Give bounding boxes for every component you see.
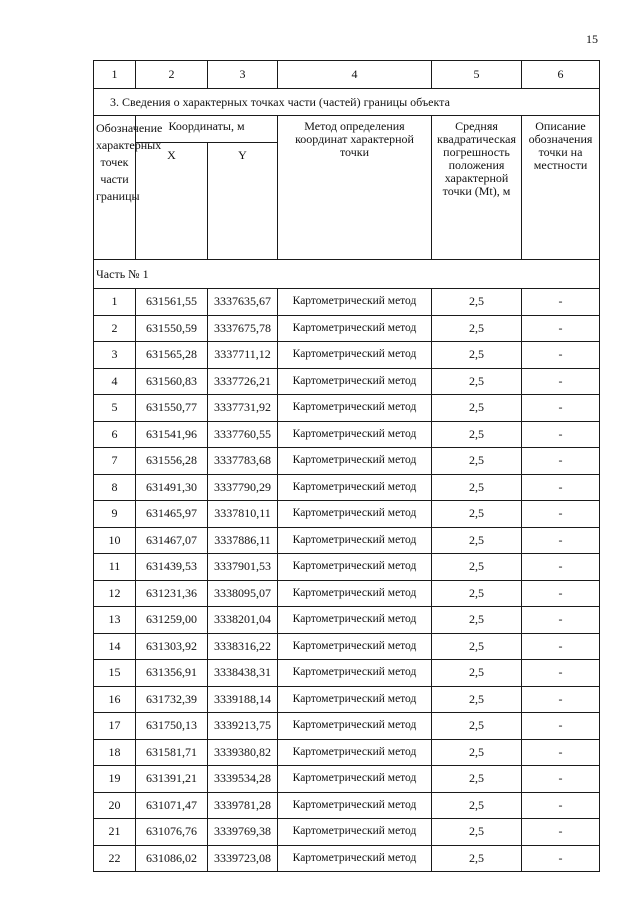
description-cell: - [522,527,600,554]
x-coordinate: 631560,83 [136,368,208,395]
x-coordinate: 631259,00 [136,607,208,634]
x-coordinate: 631231,36 [136,580,208,607]
accuracy-cell: 2,5 [432,501,522,528]
accuracy-cell: 2,5 [432,607,522,634]
description-cell: - [522,580,600,607]
description-cell: - [522,819,600,846]
header-row [94,116,600,143]
table-row [94,554,600,581]
column-number: 5 [432,61,522,89]
description-cell: - [522,368,600,395]
point-number: 14 [94,633,136,660]
point-number: 18 [94,739,136,766]
table-row [94,660,600,687]
description-cell: - [522,660,600,687]
method-cell: Картометрический метод [278,554,432,581]
accuracy-cell: 2,5 [432,527,522,554]
description-header: Описание обозначения точки на местности [522,116,600,260]
x-coordinate: 631556,28 [136,448,208,475]
description-cell: - [522,686,600,713]
y-coordinate: 3337783,68 [208,448,278,475]
point-number: 22 [94,845,136,872]
x-coordinate: 631491,30 [136,474,208,501]
y-coordinate: 3339380,82 [208,739,278,766]
y-coordinate: 3339188,14 [208,686,278,713]
column-number: 6 [522,61,600,89]
point-number: 9 [94,501,136,528]
designation-header: Обозначение характерных точек части границы [94,116,136,260]
table-row [94,686,600,713]
method-cell: Картометрический метод [278,395,432,422]
x-coordinate: 631750,13 [136,713,208,740]
method-cell: Картометрический метод [278,289,432,316]
point-number: 21 [94,819,136,846]
accuracy-cell: 2,5 [432,448,522,475]
point-number: 1 [94,289,136,316]
accuracy-cell: 2,5 [432,342,522,369]
x-coordinate: 631541,96 [136,421,208,448]
accuracy-cell: 2,5 [432,315,522,342]
point-number: 5 [94,395,136,422]
point-number: 19 [94,766,136,793]
description-cell: - [522,713,600,740]
method-cell: Картометрический метод [278,845,432,872]
x-coordinate: 631561,55 [136,289,208,316]
description-cell: - [522,289,600,316]
x-coordinate: 631581,71 [136,739,208,766]
x-coordinate: 631467,07 [136,527,208,554]
accuracy-cell: 2,5 [432,289,522,316]
x-coordinate: 631439,53 [136,554,208,581]
description-cell: - [522,342,600,369]
y-coordinate: 3339769,38 [208,819,278,846]
table-row [94,501,600,528]
description-cell: - [522,421,600,448]
table-row [94,368,600,395]
y-coordinate: 3339781,28 [208,792,278,819]
accuracy-cell: 2,5 [432,421,522,448]
x-coordinate: 631356,91 [136,660,208,687]
method-cell: Картометрический метод [278,368,432,395]
method-cell: Картометрический метод [278,501,432,528]
x-coordinate: 631732,39 [136,686,208,713]
x-header: X [136,143,208,260]
method-cell: Картометрический метод [278,739,432,766]
y-coordinate: 3337675,78 [208,315,278,342]
description-cell: - [522,845,600,872]
y-coordinate: 3337731,92 [208,395,278,422]
table-row [94,580,600,607]
point-number: 20 [94,792,136,819]
method-cell: Картометрический метод [278,792,432,819]
table-row [94,633,600,660]
table-row [94,474,600,501]
accuracy-cell: 2,5 [432,766,522,793]
table-row [94,342,600,369]
y-coordinate: 3339213,75 [208,713,278,740]
table-row [94,739,600,766]
y-coordinate: 3339723,08 [208,845,278,872]
y-coordinate: 3338438,31 [208,660,278,687]
point-number: 11 [94,554,136,581]
table-row [94,713,600,740]
accuracy-cell: 2,5 [432,474,522,501]
description-cell: - [522,792,600,819]
table-row [94,607,600,634]
y-coordinate: 3337901,53 [208,554,278,581]
x-coordinate: 631550,59 [136,315,208,342]
column-number: 1 [94,61,136,89]
x-coordinate: 631071,47 [136,792,208,819]
point-number: 8 [94,474,136,501]
y-coordinate: 3338316,22 [208,633,278,660]
table-row [94,421,600,448]
point-number: 10 [94,527,136,554]
method-cell: Картометрический метод [278,448,432,475]
accuracy-cell: 2,5 [432,660,522,687]
description-cell: - [522,395,600,422]
method-cell: Картометрический метод [278,766,432,793]
boundary-points-table [93,60,600,872]
y-header: Y [208,143,278,260]
accuracy-cell: 2,5 [432,792,522,819]
table-row [94,315,600,342]
column-number-row [94,61,600,89]
point-number: 3 [94,342,136,369]
accuracy-cell: 2,5 [432,633,522,660]
section-title: 3. Сведения о характерных точках части (частей) границы объекта [94,89,600,116]
x-coordinate: 631391,21 [136,766,208,793]
accuracy-cell: 2,5 [432,713,522,740]
x-coordinate: 631465,97 [136,501,208,528]
table-row [94,289,600,316]
point-number: 17 [94,713,136,740]
accuracy-header: Средняя квадратическая погрешность положения характерной точки (Mt), м [432,116,522,260]
section-title-row [94,89,600,116]
method-cell: Картометрический метод [278,819,432,846]
point-number: 2 [94,315,136,342]
x-coordinate: 631086,02 [136,845,208,872]
method-cell: Картометрический метод [278,686,432,713]
accuracy-cell: 2,5 [432,554,522,581]
method-cell: Картометрический метод [278,580,432,607]
point-number: 15 [94,660,136,687]
y-coordinate: 3337886,11 [208,527,278,554]
point-number: 4 [94,368,136,395]
table-row [94,819,600,846]
x-coordinate: 631303,92 [136,633,208,660]
accuracy-cell: 2,5 [432,686,522,713]
page-number: 15 [586,32,598,46]
table-row [94,527,600,554]
y-coordinate: 3337711,12 [208,342,278,369]
y-coordinate: 3337810,11 [208,501,278,528]
description-cell: - [522,474,600,501]
part-label: Часть № 1 [94,260,600,289]
method-cell: Картометрический метод [278,660,432,687]
method-cell: Картометрический метод [278,421,432,448]
y-coordinate: 3338095,07 [208,580,278,607]
column-number: 2 [136,61,208,89]
x-coordinate: 631565,28 [136,342,208,369]
accuracy-cell: 2,5 [432,580,522,607]
y-coordinate: 3337635,67 [208,289,278,316]
method-cell: Картометрический метод [278,527,432,554]
column-number: 3 [208,61,278,89]
accuracy-cell: 2,5 [432,739,522,766]
accuracy-cell: 2,5 [432,395,522,422]
description-cell: - [522,501,600,528]
description-cell: - [522,607,600,634]
description-cell: - [522,448,600,475]
x-coordinate: 631550,77 [136,395,208,422]
description-cell: - [522,739,600,766]
method-cell: Картометрический метод [278,315,432,342]
y-coordinate: 3339534,28 [208,766,278,793]
method-cell: Картометрический метод [278,633,432,660]
column-number: 4 [278,61,432,89]
y-coordinate: 3337760,55 [208,421,278,448]
table-row [94,395,600,422]
method-cell: Картометрический метод [278,342,432,369]
table-row [94,792,600,819]
description-cell: - [522,554,600,581]
table-row [94,845,600,872]
accuracy-cell: 2,5 [432,368,522,395]
y-coordinate: 3337726,21 [208,368,278,395]
accuracy-cell: 2,5 [432,845,522,872]
y-coordinate: 3337790,29 [208,474,278,501]
accuracy-cell: 2,5 [432,819,522,846]
point-number: 13 [94,607,136,634]
point-number: 7 [94,448,136,475]
point-number: 6 [94,421,136,448]
description-cell: - [522,315,600,342]
x-coordinate: 631076,76 [136,819,208,846]
method-cell: Картометрический метод [278,474,432,501]
table-row [94,766,600,793]
point-number: 16 [94,686,136,713]
coordinates-header: Координаты, м [136,116,278,143]
description-cell: - [522,633,600,660]
method-cell: Картометрический метод [278,607,432,634]
y-coordinate: 3338201,04 [208,607,278,634]
method-cell: Картометрический метод [278,713,432,740]
point-number: 12 [94,580,136,607]
table-row [94,448,600,475]
method-header: Метод определения координат характерной точки [278,116,432,260]
part-row [94,260,600,289]
description-cell: - [522,766,600,793]
